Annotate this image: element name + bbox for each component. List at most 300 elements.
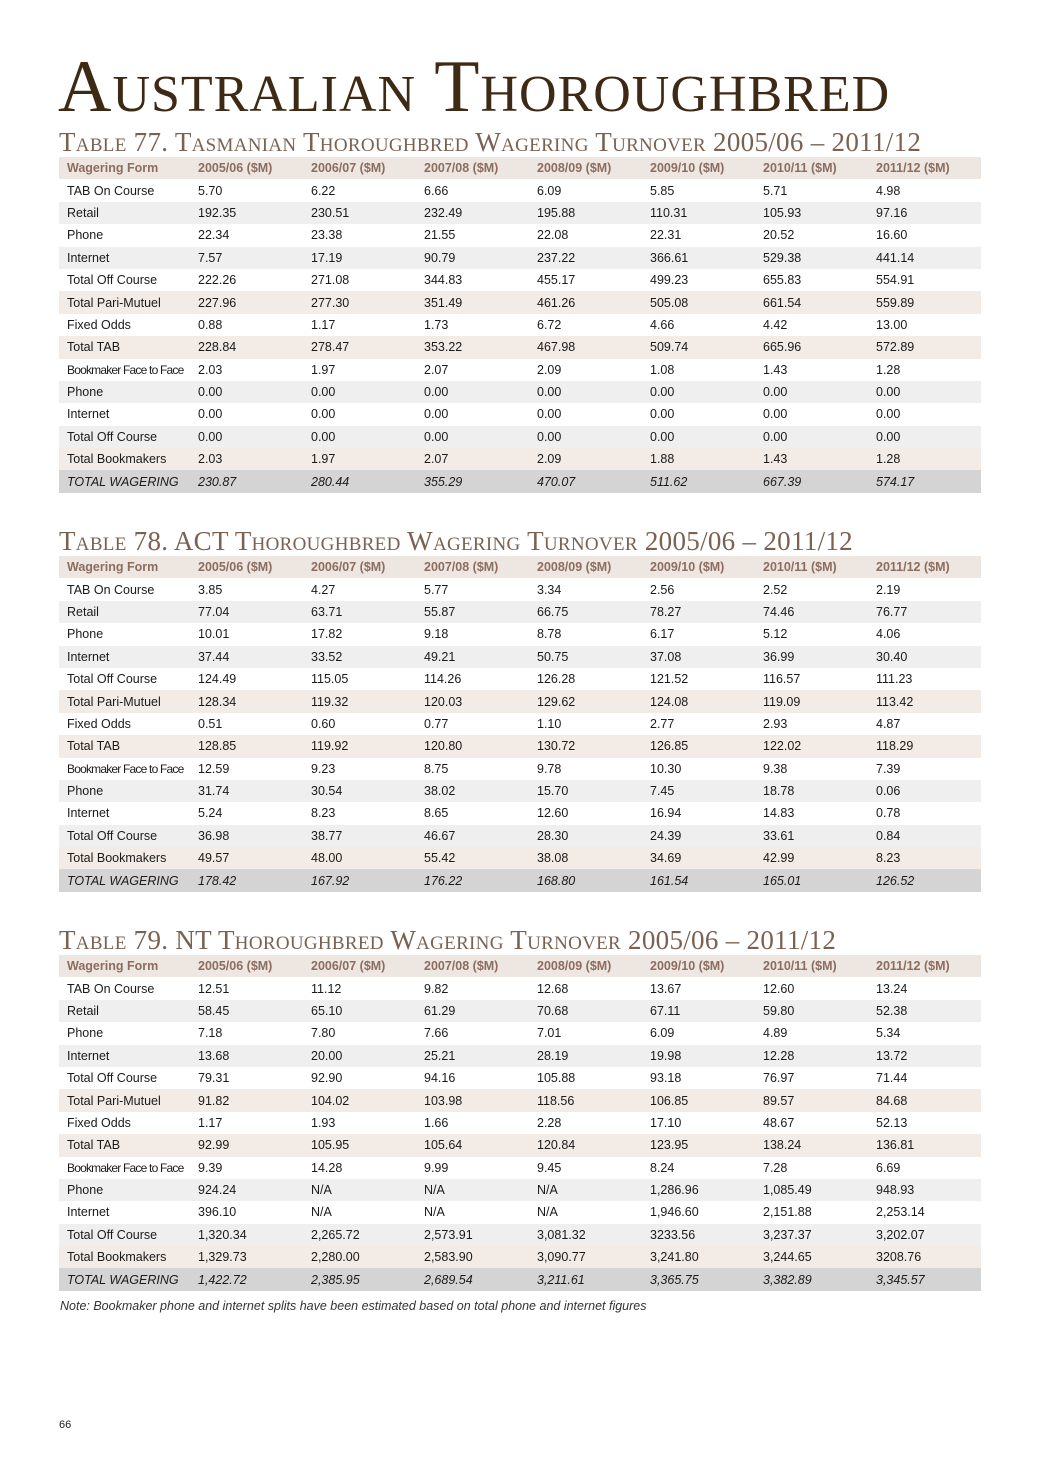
table-title: Table 78. ACT Thoroughbred Wagering Turnover 2005/06 – 2011/12 — [59, 526, 853, 556]
table-row — [59, 1022, 981, 1044]
table-cell: 8.78 — [537, 627, 562, 642]
table-cell: 116.57 — [763, 672, 801, 687]
table-cell: 0.00 — [311, 429, 336, 444]
table-cell: 136.81 — [876, 1138, 915, 1153]
column-header: 2007/08 ($M) — [424, 959, 499, 974]
table-row — [59, 1045, 981, 1067]
table-header-row — [59, 556, 981, 578]
table-cell: 78.27 — [650, 604, 682, 619]
table-cell: 948.93 — [876, 1183, 915, 1198]
table-cell: 195.88 — [537, 205, 576, 220]
table-cell: 161.54 — [650, 873, 689, 888]
table-cell: 138.24 — [763, 1138, 802, 1153]
column-header: 2005/06 ($M) — [198, 959, 273, 974]
table-row — [59, 623, 981, 645]
table-cell: 3.85 — [198, 582, 223, 597]
table-cell: 1.88 — [650, 452, 675, 467]
table-cell: 0.00 — [650, 407, 675, 422]
table-cell: 1.43 — [763, 452, 788, 467]
table-cell: 128.34 — [198, 694, 237, 709]
table-cell: 665.96 — [763, 340, 802, 355]
table-cell: 122.02 — [763, 739, 802, 754]
table-cell: 2.93 — [763, 716, 788, 731]
table-cell: 5.71 — [763, 183, 788, 198]
table-cell: 2,573.91 — [424, 1227, 473, 1242]
table-cell: 505.08 — [650, 295, 689, 310]
table-cell: 119.09 — [763, 694, 801, 709]
table-cell: 129.62 — [537, 694, 576, 709]
table-cell: 2.09 — [537, 362, 562, 377]
table-cell: 36.98 — [198, 828, 230, 843]
table-cell: 461.26 — [537, 295, 576, 310]
table-cell: 1,286.96 — [650, 1183, 699, 1198]
column-header: Wagering Form — [67, 560, 159, 575]
table-cell: 0.84 — [876, 828, 901, 843]
table-row — [59, 359, 981, 381]
table-row — [59, 646, 981, 668]
table-total-row — [59, 1268, 981, 1290]
row-label: Fixed Odds — [67, 716, 131, 731]
column-header: 2008/09 ($M) — [537, 560, 612, 575]
table-cell: 12.68 — [537, 981, 569, 996]
table-cell: 0.00 — [424, 385, 449, 400]
table-cell: 22.31 — [650, 228, 682, 243]
table-cell: 9.82 — [424, 981, 449, 996]
table-cell: 5.77 — [424, 582, 449, 597]
table-cell: 1,320.34 — [198, 1227, 247, 1242]
table-row — [59, 802, 981, 824]
table-row — [59, 269, 981, 291]
row-label: Total Off Course — [67, 429, 158, 444]
table-cell: 0.00 — [537, 429, 562, 444]
table-cell: 1.97 — [311, 362, 336, 377]
table-header-row — [59, 157, 981, 179]
table-cell: 355.29 — [424, 474, 463, 489]
table-cell: 55.87 — [424, 604, 456, 619]
table-cell: 0.00 — [198, 429, 223, 444]
table-cell: 0.00 — [198, 407, 223, 422]
table-cell: 559.89 — [876, 295, 915, 310]
column-header: 2011/12 ($M) — [876, 959, 950, 974]
table-cell: 48.00 — [311, 851, 343, 866]
row-label: Total Off Course — [67, 828, 158, 843]
table-cell: 9.39 — [198, 1160, 223, 1175]
table-row — [59, 1179, 981, 1201]
column-header: 2006/07 ($M) — [311, 560, 386, 575]
table-cell: 1,422.72 — [198, 1272, 247, 1287]
table-cell: 113.42 — [876, 694, 914, 709]
table-cell: 22.08 — [537, 228, 569, 243]
table-cell: 118.29 — [876, 739, 914, 754]
column-header: 2005/06 ($M) — [198, 161, 273, 176]
table-cell: 103.98 — [424, 1093, 463, 1108]
table-cell: 8.23 — [876, 851, 901, 866]
data-table — [59, 556, 981, 892]
table-cell: 2,151.88 — [763, 1205, 812, 1220]
table-cell: 49.57 — [198, 851, 230, 866]
table-cell: 396.10 — [198, 1205, 237, 1220]
table-cell: 0.00 — [876, 407, 901, 422]
table-cell: 2.19 — [876, 582, 901, 597]
row-label: Bookmaker Face to Face — [67, 362, 184, 377]
row-label: TAB On Course — [67, 582, 155, 597]
row-label: Phone — [67, 1026, 104, 1041]
table-cell: 3208.76 — [876, 1250, 922, 1265]
table-cell: 10.30 — [650, 761, 682, 776]
table-cell: 3,090.77 — [537, 1250, 586, 1265]
table-cell: 97.16 — [876, 205, 908, 220]
row-label: Total Pari-Mutuel — [67, 694, 161, 709]
row-label: Total Bookmakers — [67, 452, 167, 467]
table-cell: 31.74 — [198, 784, 230, 799]
footnote: Note: Bookmaker phone and internet splits have been estimated based on total phone and internet figures — [60, 1299, 647, 1313]
table-cell: 30.40 — [876, 649, 908, 664]
table-cell: 499.23 — [650, 273, 689, 288]
column-header: 2010/11 ($M) — [763, 959, 837, 974]
table-cell: N/A — [537, 1205, 558, 1220]
table-cell: 18.78 — [763, 784, 795, 799]
table-cell: 12.60 — [763, 981, 795, 996]
table-cell: 277.30 — [311, 295, 350, 310]
table-cell: 2,280.00 — [311, 1250, 360, 1265]
table-cell: 38.02 — [424, 784, 456, 799]
table-cell: 8.23 — [311, 806, 336, 821]
table-cell: 128.85 — [198, 739, 237, 754]
table-cell: 92.99 — [198, 1138, 230, 1153]
table-cell: 7.01 — [537, 1026, 562, 1041]
table-cell: 1.28 — [876, 362, 901, 377]
table-row — [59, 735, 981, 757]
table-cell: 77.04 — [198, 604, 230, 619]
table-row — [59, 1224, 981, 1246]
table-cell: 120.03 — [424, 694, 463, 709]
table-row — [59, 179, 981, 201]
table-cell: 12.28 — [763, 1048, 795, 1063]
table-cell: 17.19 — [311, 250, 343, 265]
table-cell: 91.82 — [198, 1093, 230, 1108]
table-cell: 1.08 — [650, 362, 675, 377]
table-cell: 104.02 — [311, 1093, 350, 1108]
column-header: 2007/08 ($M) — [424, 161, 499, 176]
table-cell: 92.90 — [311, 1071, 343, 1086]
table-row — [59, 381, 981, 403]
table-cell: 17.10 — [650, 1115, 682, 1130]
table-cell: 0.00 — [198, 385, 223, 400]
table-cell: 572.89 — [876, 340, 915, 355]
table-row — [59, 426, 981, 448]
column-header: 2009/10 ($M) — [650, 161, 725, 176]
table-cell: 89.57 — [763, 1093, 795, 1108]
table-cell: 46.67 — [424, 828, 456, 843]
table-cell: 70.68 — [537, 1003, 569, 1018]
table-cell: 3233.56 — [650, 1227, 696, 1242]
table-cell: 2.77 — [650, 716, 675, 731]
row-label: Total Bookmakers — [67, 1250, 167, 1265]
table-cell: 24.39 — [650, 828, 682, 843]
table-cell: 3,241.80 — [650, 1250, 699, 1265]
row-label: Internet — [67, 407, 110, 422]
table-cell: 49.21 — [424, 649, 456, 664]
table-cell: 0.00 — [876, 429, 901, 444]
table-row — [59, 1134, 981, 1156]
table-cell: 230.87 — [198, 474, 237, 489]
table-cell: 0.00 — [650, 385, 675, 400]
table-cell: 0.00 — [537, 385, 562, 400]
table-cell: 2.09 — [537, 452, 562, 467]
table-cell: 222.26 — [198, 273, 237, 288]
table-cell: 7.45 — [650, 784, 675, 799]
row-label: Fixed Odds — [67, 1115, 131, 1130]
row-label: Total Off Course — [67, 1227, 158, 1242]
table-cell: 0.00 — [311, 385, 336, 400]
table-cell: N/A — [311, 1205, 332, 1220]
table-cell: 2,583.90 — [424, 1250, 473, 1265]
table-cell: 105.64 — [424, 1138, 463, 1153]
table-cell: 7.57 — [198, 250, 223, 265]
table-row — [59, 1246, 981, 1268]
row-label: Phone — [67, 784, 104, 799]
table-row — [59, 1112, 981, 1134]
table-cell: 42.99 — [763, 851, 795, 866]
table-cell: 12.51 — [198, 981, 230, 996]
row-label: TAB On Course — [67, 183, 155, 198]
table-cell: 16.94 — [650, 806, 682, 821]
table-row — [59, 713, 981, 735]
table-cell: 48.67 — [763, 1115, 795, 1130]
table-cell: 3,365.75 — [650, 1272, 699, 1287]
table-cell: 511.62 — [650, 474, 688, 489]
table-cell: 65.10 — [311, 1003, 343, 1018]
table-cell: 21.55 — [424, 228, 456, 243]
table-cell: 2.28 — [537, 1115, 562, 1130]
row-label: Total TAB — [67, 340, 121, 355]
table-cell: 13.68 — [198, 1048, 230, 1063]
row-label: Phone — [67, 627, 104, 642]
table-cell: 271.08 — [311, 273, 350, 288]
table-cell: 52.13 — [876, 1115, 908, 1130]
table-row — [59, 847, 981, 869]
table-cell: 6.66 — [424, 183, 449, 198]
table-cell: 6.17 — [650, 627, 675, 642]
table-cell: 1.28 — [876, 452, 901, 467]
table-section-77 — [59, 127, 981, 493]
table-cell: 1.17 — [311, 317, 336, 332]
table-cell: 1.43 — [763, 362, 788, 377]
table-cell: 13.00 — [876, 317, 908, 332]
table-cell: 353.22 — [424, 340, 463, 355]
table-cell: 124.08 — [650, 694, 689, 709]
table-cell: 124.49 — [198, 672, 237, 687]
table-total-row — [59, 470, 981, 492]
table-cell: 924.24 — [198, 1183, 237, 1198]
table-cell: N/A — [424, 1183, 445, 1198]
table-cell: N/A — [311, 1183, 332, 1198]
column-header: 2007/08 ($M) — [424, 560, 499, 575]
table-cell: 0.60 — [311, 716, 336, 731]
table-cell: 20.52 — [763, 228, 795, 243]
table-cell: 9.99 — [424, 1160, 449, 1175]
row-label: Total Pari-Mutuel — [67, 295, 161, 310]
table-cell: 574.17 — [876, 474, 915, 489]
column-header: Wagering Form — [67, 161, 159, 176]
table-cell: 2.52 — [763, 582, 788, 597]
table-cell: 105.93 — [763, 205, 802, 220]
table-cell: 123.95 — [650, 1138, 689, 1153]
table-cell: 9.38 — [763, 761, 788, 776]
table-cell: 13.24 — [876, 981, 908, 996]
column-header: 2008/09 ($M) — [537, 959, 612, 974]
table-cell: 167.92 — [311, 873, 350, 888]
row-label: Internet — [67, 1205, 110, 1220]
data-table — [59, 157, 981, 493]
table-row — [59, 448, 981, 470]
table-row — [59, 247, 981, 269]
table-cell: 111.23 — [876, 672, 913, 687]
table-cell: 38.77 — [311, 828, 343, 843]
table-cell: 10.01 — [198, 627, 230, 642]
table-cell: 126.52 — [876, 873, 915, 888]
table-cell: 441.14 — [876, 250, 915, 265]
table-cell: 3,211.61 — [537, 1272, 585, 1287]
table-cell: N/A — [424, 1205, 445, 1220]
table-row — [59, 578, 981, 600]
table-cell: 12.60 — [537, 806, 569, 821]
table-cell: 8.24 — [650, 1160, 675, 1175]
table-cell: 25.21 — [424, 1048, 456, 1063]
table-cell: 9.45 — [537, 1160, 562, 1175]
table-row — [59, 825, 981, 847]
table-cell: 14.28 — [311, 1160, 343, 1175]
table-cell: 4.89 — [763, 1026, 788, 1041]
table-cell: 2.07 — [424, 362, 449, 377]
table-cell: 0.51 — [198, 716, 223, 731]
table-cell: 50.75 — [537, 649, 569, 664]
table-cell: 3,237.37 — [763, 1227, 812, 1242]
table-cell: 38.08 — [537, 851, 569, 866]
table-row — [59, 690, 981, 712]
table-cell: 0.88 — [198, 317, 223, 332]
table-cell: 7.80 — [311, 1026, 336, 1041]
table-cell: 6.09 — [650, 1026, 675, 1041]
row-label: Retail — [67, 1003, 99, 1018]
table-cell: 5.12 — [763, 627, 788, 642]
column-header: 2011/12 ($M) — [876, 560, 950, 575]
row-label: Total Pari-Mutuel — [67, 1093, 161, 1108]
table-cell: 71.44 — [876, 1071, 908, 1086]
table-cell: 4.42 — [763, 317, 788, 332]
table-cell: 280.44 — [311, 474, 350, 489]
table-cell: 14.83 — [763, 806, 795, 821]
table-total-row — [59, 869, 981, 891]
row-label: TOTAL WAGERING — [67, 1272, 179, 1287]
table-cell: 76.77 — [876, 604, 908, 619]
table-cell: 4.27 — [311, 582, 336, 597]
table-cell: N/A — [537, 1183, 558, 1198]
table-cell: 5.85 — [650, 183, 675, 198]
row-label: Total TAB — [67, 739, 121, 754]
table-cell: 84.68 — [876, 1093, 908, 1108]
table-cell: 33.61 — [763, 828, 795, 843]
table-cell: 1,085.49 — [763, 1183, 812, 1198]
column-header: 2008/09 ($M) — [537, 161, 612, 176]
table-cell: 176.22 — [424, 873, 463, 888]
row-label: Total Off Course — [67, 1071, 158, 1086]
table-cell: 2,385.95 — [311, 1272, 360, 1287]
table-cell: 237.22 — [537, 250, 576, 265]
table-cell: 1,946.60 — [650, 1205, 699, 1220]
table-cell: 63.71 — [311, 604, 343, 619]
table-cell: 0.06 — [876, 784, 901, 799]
table-cell: 79.31 — [198, 1071, 230, 1086]
column-header: 2006/07 ($M) — [311, 161, 386, 176]
table-cell: 20.00 — [311, 1048, 343, 1063]
table-cell: 12.59 — [198, 761, 230, 776]
table-cell: 120.84 — [537, 1138, 576, 1153]
table-cell: 105.95 — [311, 1138, 350, 1153]
table-cell: 0.00 — [763, 429, 788, 444]
table-cell: 0.00 — [424, 429, 449, 444]
row-label: Internet — [67, 649, 110, 664]
table-cell: 52.38 — [876, 1003, 908, 1018]
table-cell: 0.00 — [311, 407, 336, 422]
table-cell: 67.11 — [650, 1003, 681, 1018]
row-label: TAB On Course — [67, 981, 155, 996]
table-cell: 2,253.14 — [876, 1205, 925, 1220]
table-cell: 106.85 — [650, 1093, 689, 1108]
column-header: 2009/10 ($M) — [650, 959, 725, 974]
table-cell: 1,329.73 — [198, 1250, 247, 1265]
table-cell: 0.78 — [876, 806, 901, 821]
table-cell: 30.54 — [311, 784, 343, 799]
table-cell: 126.85 — [650, 739, 689, 754]
table-cell: 105.88 — [537, 1071, 576, 1086]
table-row — [59, 291, 981, 313]
table-cell: 0.00 — [876, 385, 901, 400]
table-cell: 13.72 — [876, 1048, 908, 1063]
table-cell: 0.00 — [763, 385, 788, 400]
table-cell: 36.99 — [763, 649, 795, 664]
row-label: Bookmaker Face to Face — [67, 761, 184, 776]
table-cell: 37.44 — [198, 649, 230, 664]
table-cell: 76.97 — [763, 1071, 795, 1086]
table-cell: 0.00 — [763, 407, 788, 422]
table-cell: 7.28 — [763, 1160, 788, 1175]
table-cell: 455.17 — [537, 273, 576, 288]
row-label: Retail — [67, 205, 99, 220]
table-cell: 28.30 — [537, 828, 569, 843]
table-cell: 0.77 — [424, 716, 449, 731]
table-cell: 2.03 — [198, 452, 223, 467]
table-title: Table 79. NT Thoroughbred Wagering Turnover 2005/06 – 2011/12 — [59, 925, 837, 955]
table-cell: 61.29 — [424, 1003, 456, 1018]
row-label: Total TAB — [67, 1138, 121, 1153]
table-cell: 554.91 — [876, 273, 915, 288]
table-row — [59, 1067, 981, 1089]
table-cell: 126.28 — [537, 672, 576, 687]
table-cell: 11.12 — [311, 981, 342, 996]
table-cell: 655.83 — [763, 273, 802, 288]
table-cell: 130.72 — [537, 739, 576, 754]
table-row — [59, 601, 981, 623]
table-cell: 9.23 — [311, 761, 336, 776]
data-table — [59, 955, 981, 1291]
row-label: Fixed Odds — [67, 317, 131, 332]
table-cell: 94.16 — [424, 1071, 456, 1086]
table-cell: 4.98 — [876, 183, 901, 198]
row-label: Internet — [67, 806, 110, 821]
page-title: Australian Thoroughbred — [58, 46, 891, 128]
table-cell: 1.97 — [311, 452, 336, 467]
